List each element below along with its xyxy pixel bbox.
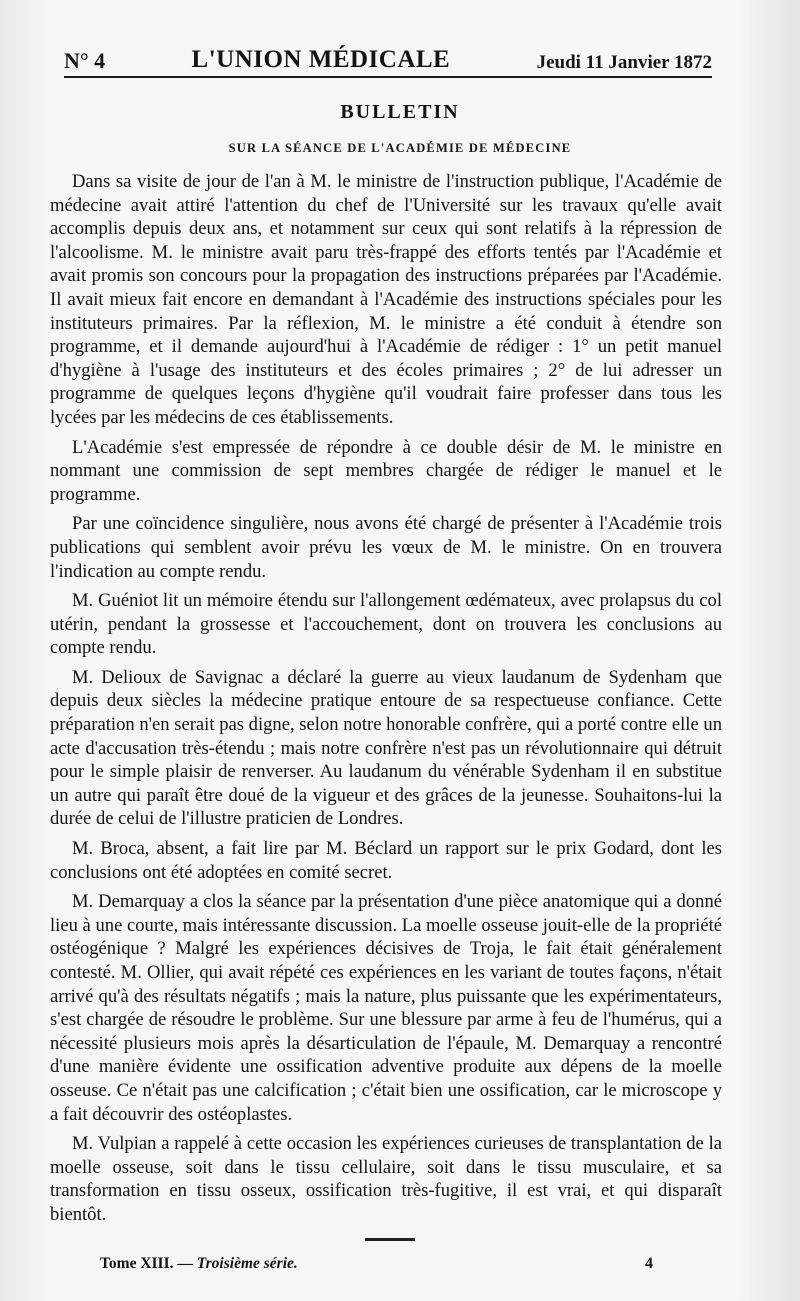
signature-mark: 4 — [645, 1255, 653, 1272]
section-subtitle: SUR LA SÉANCE DE L'ACADÉMIE DE MÉDECINE — [228, 141, 572, 155]
series-label: Troisième série. — [196, 1255, 298, 1272]
paragraph-8: M. Vulpian a rappelé à cette occasion les expériences curieuses de transplantation de la moelle osseuse, soit dans le tissu cellulaire, soit dans le tissu musculaire, et sa transformation en tissu osseux, ossification très-fugitive, il est vrai, et qui disparaît bientôt. — [50, 1133, 722, 1225]
issue-number: N° 4 — [64, 48, 106, 73]
paragraph-5: M. Delioux de Savignac a déclaré la guerre au vieux laudanum de Sydenham que depuis deux siècles la médecine pratique entoure de sa respectueuse confiance. Cette préparation n'en serait pas digne, selon notre honorable confrère, qui a porté contre elle un acte d'accusation très-étendu ; mais notre confrère n'est pas un révolutionnaire qui détruit pour le simple plaisir de renverser. Au laudanum du vénérable Sydenham il en substitue un autre qui paraît être doué de la vigueur et des grâces de la jeunesse. Souhaitons-lui la durée de celui de l'illustre praticien de Londres. — [50, 666, 722, 830]
paragraph-7: M. Demarquay a clos la séance par la présentation d'une pièce anatomique qui a donné lieu à une courte, mais intéressante discussion. La moelle osseuse jouit-elle de la propriété ostéogénique ? Malgré les expériences décisives de Troja, le fait était généralement contesté. M. Ollier, qui avait répété ces expériences en les variant de toutes façons, n'était arrivé qu'à des résultats négatifs ; mais la nature, plus puissante que les expérimentateurs, s'est chargée de résoudre le problème. Sur une blessure par arme à feu de l'humérus, qui a nécessité plusieurs mois après la désarticulation de l'épaule, M. Demarquay a rencontré d'une manière évidente une ossification adventive produite aux dépens de la moelle osseuse. Ce n'était pas une calcification ; c'était bien une ossification, car le microscope y a fait découvrir des ostéoplastes. — [50, 891, 722, 1125]
page-footer — [100, 1255, 680, 1273]
article-body — [50, 170, 722, 1233]
end-rule — [365, 1238, 415, 1241]
paragraph-1: Dans sa visite de jour de l'an à M. le ministre de l'instruction publique, l'Académie de médecine avait attiré l'attention du chef de l'Université sur les travaux qu'elle avait accomplis depuis deux ans, et notamment sur ceux qui sont relatifs à la répression de l'alcoolisme. M. le ministre avait paru très-frappé des efforts tentés par l'Académie et avait promis son concours pour la propagation des instructions préparées par l'Académie. Il avait mieux fait encore en demandant à l'Académie des instructions spéciales pour les instituteurs primaires. Par la réflexion, M. le ministre a été conduit à étendre son programme, et il demande aujourd'hui à l'Académie de rédiger : 1° un petit manuel d'hygiène à l'usage des instituteurs et des écoles primaires ; 2° de lui adresser un programme de quelques leçons d'hygiène qu'il voudrait faire professer dans tous les lycées par les médecins de ces établissements. — [50, 171, 722, 428]
section-title: BULLETIN — [340, 101, 460, 123]
journal-title: L'UNION MÉDICALE — [191, 46, 451, 73]
paragraph-4: M. Guéniot lit un mémoire étendu sur l'allongement œdémateux, avec prolapsus du col utérin, pendant la grossesse et l'accouchement, dont on trouvera les conclusions au compte rendu. — [50, 590, 722, 659]
issue-date: Jeudi 11 Janvier 1872 — [536, 52, 712, 73]
header-rule — [64, 76, 712, 78]
paragraph-6: M. Broca, absent, a fait lire par M. Béclard un rapport sur le prix Godard, dont les conclusions ont été adoptées en comité secret. — [50, 838, 722, 883]
paragraph-2: L'Académie s'est empressée de répondre à ce double désir de M. le ministre en nommant une commission de sept membres chargée de rédiger le manuel et le programme. — [50, 436, 722, 505]
tome-label: Tome XIII. — — [100, 1255, 197, 1272]
page-header — [64, 30, 712, 74]
paragraph-3: Par une coïncidence singulière, nous avons été chargé de présenter à l'Académie trois publications qui semblent avoir prévu les vœux de M. le ministre. On en trouvera l'indication au compte rendu. — [50, 513, 722, 582]
